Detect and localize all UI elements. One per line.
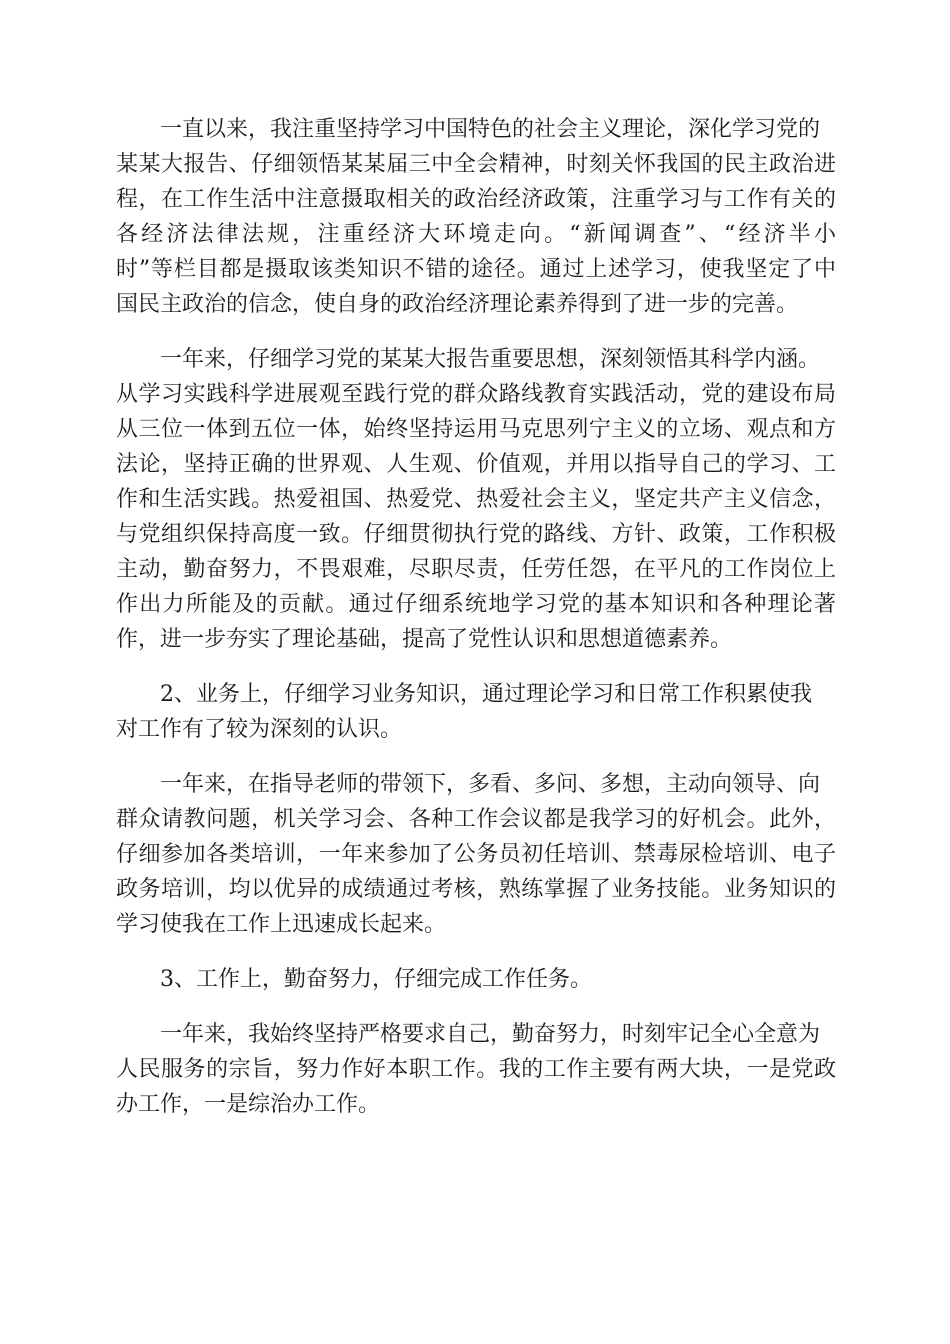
paragraph-1 — [116, 112, 836, 322]
text-line: 群众请教问题，机关学习会、各种工作会议都是我学习的好机会。此外， — [116, 807, 836, 832]
text-line: 政务培训，均以优异的成绩通过考核，熟练掌握了业务技能。业务知识的 — [116, 877, 836, 902]
text-line: 从三位一体到五位一体，始终坚持运用马克思列宁主义的立场、观点和方 — [116, 417, 836, 442]
text-line: 对工作有了较为深刻的认识。 — [116, 717, 403, 742]
text-line: 时”等栏目都是摄取该类知识不错的途径。通过上述学习，使我坚定了中 — [116, 257, 836, 282]
text-line: 程，在工作生活中注意摄取相关的政治经济政策，注重学习与工作有关的 — [116, 187, 836, 212]
paragraph-5 — [116, 962, 836, 997]
document-body — [116, 112, 836, 1142]
text-line: 一直以来，我注重坚持学习中国特色的社会主义理论，深化学习党的 — [160, 117, 821, 142]
text-line: 从学习实践科学进展观至践行党的群众路线教育实践活动，党的建设布局 — [116, 382, 836, 407]
text-line: 与党组织保持高度一致。仔细贯彻执行党的路线、方针、政策，工作积极 — [116, 522, 836, 547]
text-line: 法论，坚持正确的世界观、人生观、价值观，并用以指导自己的学习、工 — [116, 452, 836, 477]
text-line: 一年来，在指导老师的带领下，多看、多问、多想，主动向领导、向 — [160, 772, 821, 797]
text-line: 办工作，一是综治办工作。 — [116, 1092, 381, 1117]
paragraph-4 — [116, 767, 836, 942]
text-line: 主动，勤奋努力，不畏艰难，尽职尽责，任劳任怨，在平凡的工作岗位上 — [116, 557, 836, 582]
paragraph-6 — [116, 1017, 836, 1122]
text-line: 一年来，仔细学习党的某某大报告重要思想，深刻领悟其科学内涵。 — [160, 347, 821, 372]
text-line: 作出力所能及的贡献。通过仔细系统地学习党的基本知识和各种理论著 — [116, 592, 836, 617]
text-line: 一年来，我始终坚持严格要求自己，勤奋努力，时刻牢记全心全意为 — [160, 1022, 821, 1047]
text-line: 仔细参加各类培训，一年来参加了公务员初任培训、禁毒尿检培训、电子 — [116, 842, 836, 867]
paragraph-2 — [116, 342, 836, 657]
text-line: 作和生活实践。热爱祖国、热爱党、热爱社会主义，坚定共产主义信念， — [116, 487, 836, 512]
paragraph-3 — [116, 677, 836, 747]
text-line: 学习使我在工作上迅速成长起来。 — [116, 912, 447, 937]
text-line: 3、工作上，勤奋努力，仔细完成工作任务。 — [160, 967, 592, 992]
text-line: 国民主政治的信念，使自身的政治经济理论素养得到了进一步的完善。 — [116, 292, 799, 317]
text-line: 2、业务上，仔细学习业务知识，通过理论学习和日常工作积累使我 — [160, 682, 812, 707]
text-line: 各经济法律法规，注重经济大环境走向。“新闻调查”、“经济半小 — [116, 222, 836, 247]
text-line: 人民服务的宗旨，努力作好本职工作。我的工作主要有两大块，一是党政 — [116, 1057, 836, 1082]
text-line: 某某大报告、仔细领悟某某届三中全会精神，时刻关怀我国的民主政治进 — [116, 152, 836, 177]
text-line: 作，进一步夯实了理论基础，提高了党性认识和思想道德素养。 — [116, 627, 733, 652]
